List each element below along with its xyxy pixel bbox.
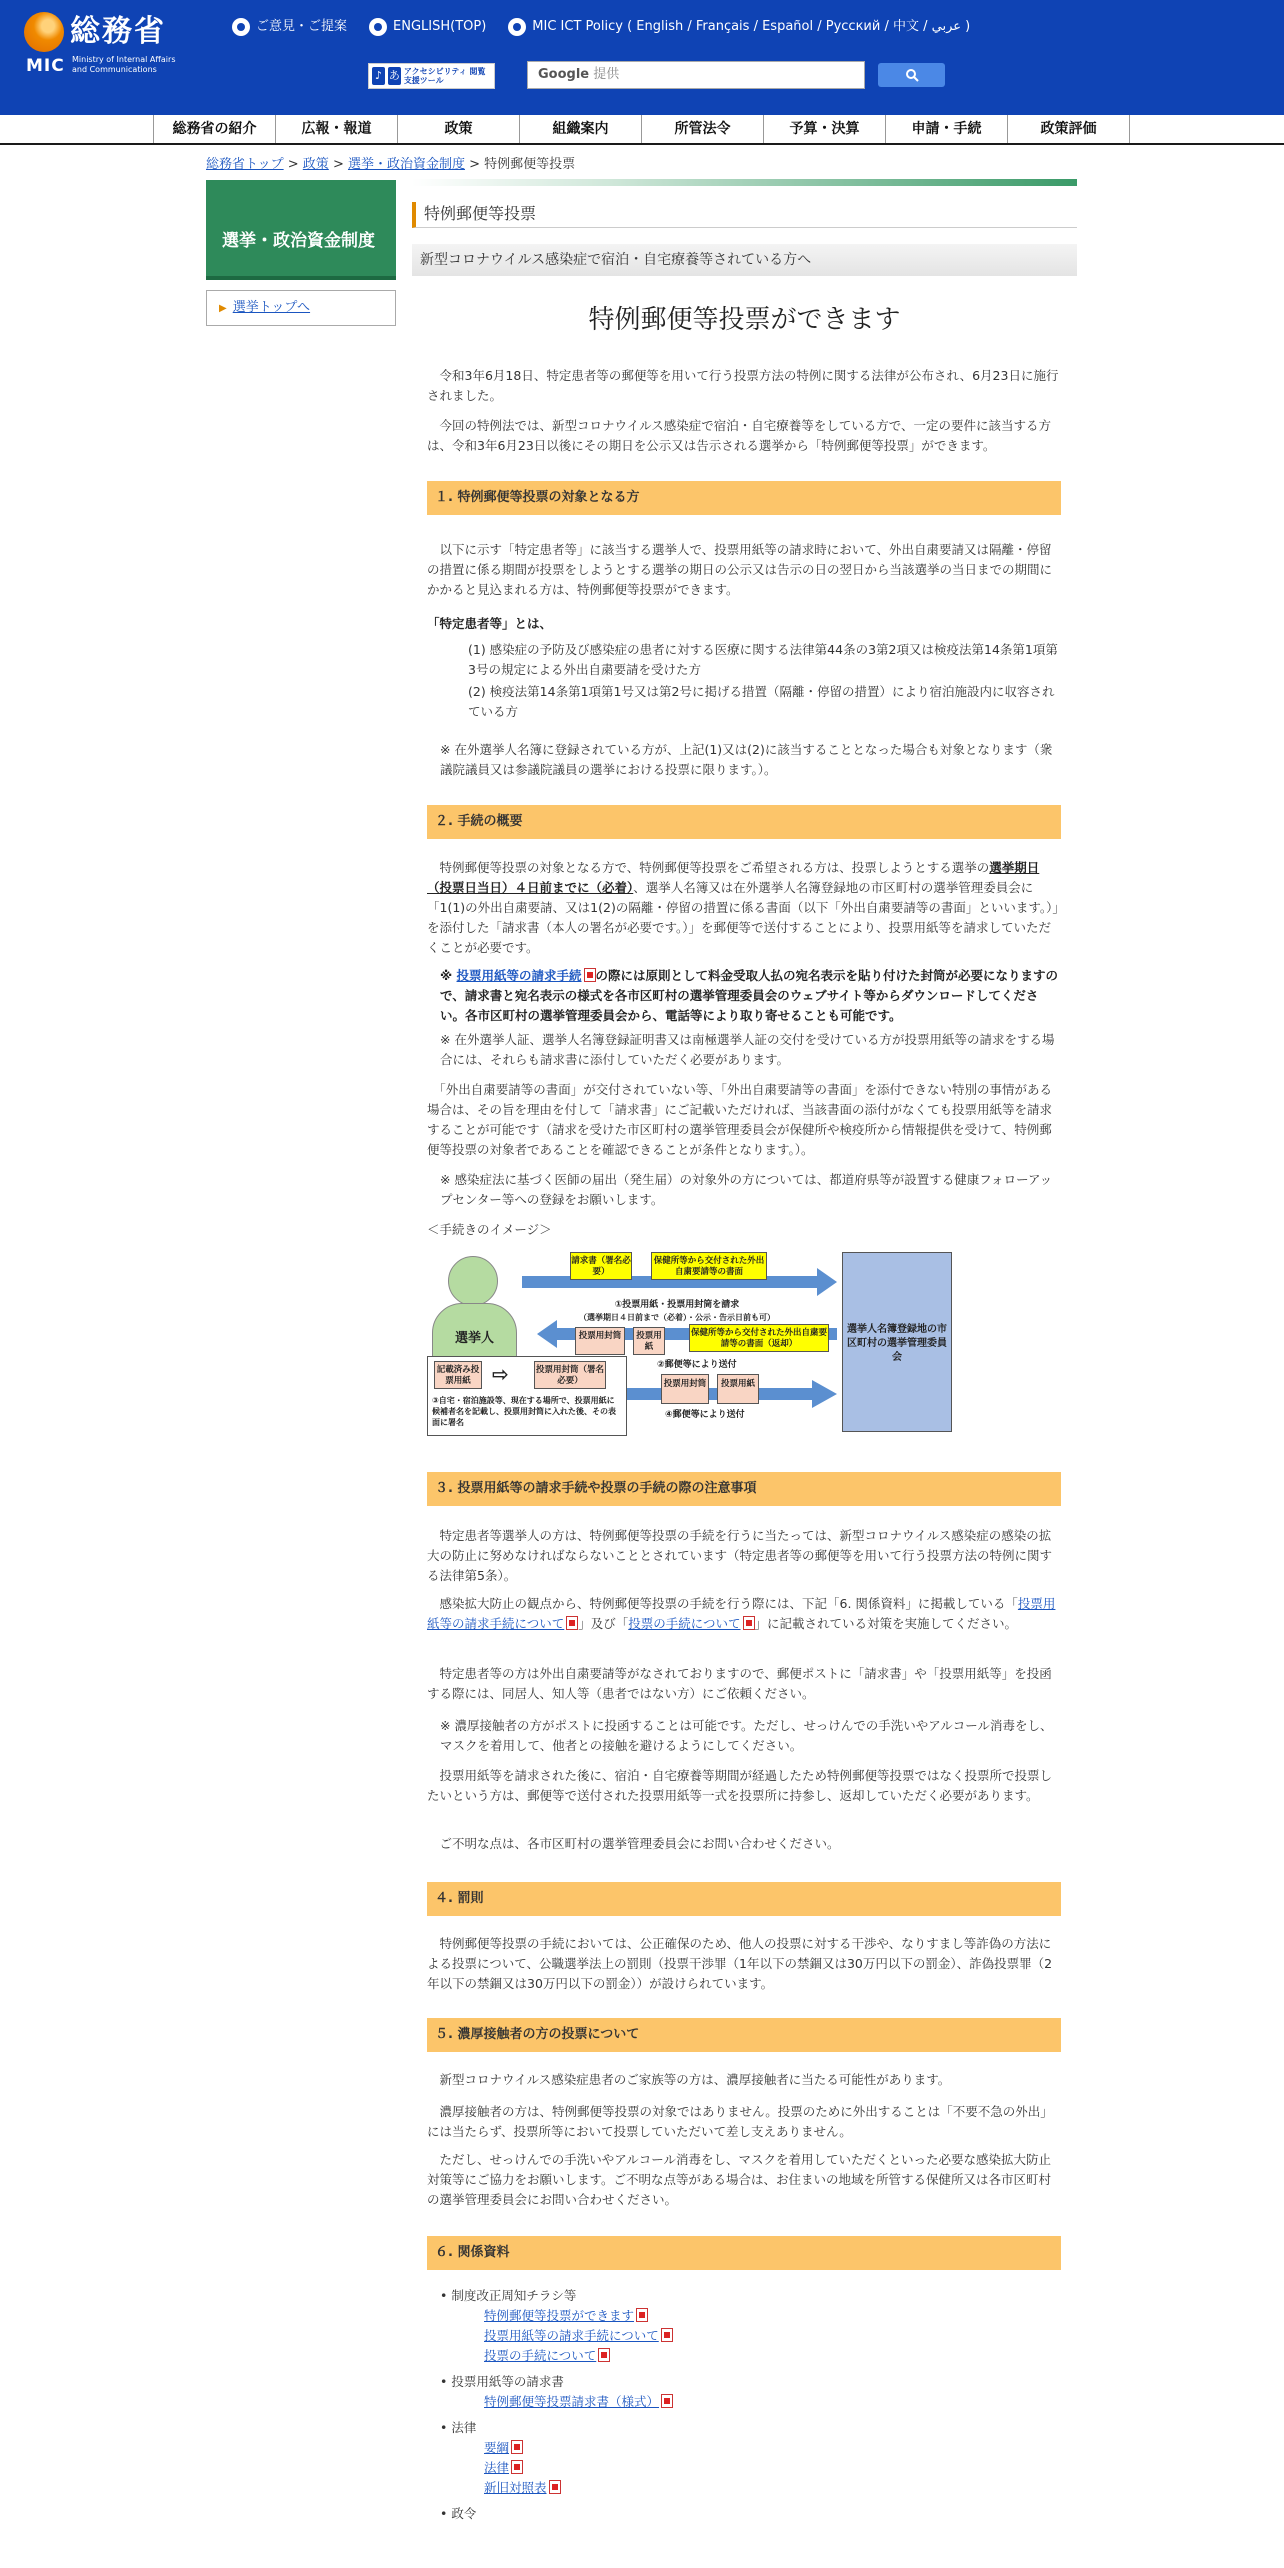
procedure-diagram bbox=[427, 1250, 967, 1440]
breadcrumb-link-policy[interactable]: 政策 bbox=[302, 157, 329, 172]
resource-link-row bbox=[440, 2458, 1074, 2478]
section-3-paragraph-5: ご不明な点は、各市区町村の選挙管理委員会にお問い合わせください。 bbox=[439, 1836, 840, 1851]
logo-emblem-icon bbox=[24, 12, 64, 52]
section-1-paragraph: 以下に示す「特定患者等」に該当する選挙人で、投票用紙等の請求時において、外出自粛要請又は隔離・停留の措置に係る期間が投票をしようとする選挙の期日の公示又は告示の日の翌日から当該選挙の当日までの期間にかかると見込まれる方は、特例郵便等投票ができます。 bbox=[427, 542, 1053, 597]
resource-link[interactable]: 投票用紙等の請求手続について bbox=[484, 2328, 659, 2343]
header-link-ict-policy[interactable]: MIC ICT Policy ( English / Français / Español / Русский / 中文 / عربي ) bbox=[508, 17, 970, 38]
section-2-note-3: ※ 感染症法に基づく医師の届出（発生届）の対象外の方については、都道府県等が設置する健康フォローアップセンター等への登録をお願いします。 bbox=[440, 1172, 1053, 1207]
resource-link-row bbox=[440, 2346, 1074, 2366]
box-envelope: 投票用封筒 bbox=[575, 1327, 625, 1355]
box-ballot-2: 投票用紙 bbox=[717, 1374, 759, 1404]
pdf-icon bbox=[661, 2328, 673, 2342]
arrow-right-outline-icon: ⇨ bbox=[492, 1362, 509, 1386]
gnav-item-applications[interactable]: 申請・手続 bbox=[886, 115, 1008, 143]
header-links bbox=[232, 17, 970, 38]
breadcrumb-link-top[interactable]: 総務省トップ bbox=[206, 157, 284, 172]
gnav-item-policy[interactable]: 政策 bbox=[398, 115, 520, 143]
bullet-circle-icon bbox=[369, 18, 387, 36]
section-4-heading: ４. 罰則 bbox=[427, 1882, 1061, 1916]
speaker-icon: ♪ bbox=[372, 67, 385, 85]
section-3-note: ※ 濃厚接触者の方がポストに投函することは可能です。ただし、せっけんでの手洗いやアルコール消毒をし、マスクを着用して、他者との接触を避けるようにしてください。 bbox=[440, 1718, 1053, 1753]
pdf-icon bbox=[566, 1616, 578, 1630]
request-procedure-link-2[interactable]: 投票用紙等の請求手続について bbox=[427, 1596, 1056, 1631]
section-3-paragraph-4: 投票用紙等を請求された後に、宿泊・自宅療養等期間が経過したため特例郵便等投票ではなく投票所で投票したいという方は、郵便等で送付された投票用紙等一式を投票所に持参し、返却していただく必要があります。 bbox=[427, 1768, 1053, 1803]
section-3-heading: ３. 投票用紙等の請求手続や投票の手続の際の注意事項 bbox=[427, 1472, 1061, 1506]
intro-paragraph-1: 令和3年6月18日、特定患者等の郵便等を用いて行う投票方法の特例に関する法律が公布され、6月23日に施行されました。 bbox=[427, 368, 1059, 403]
bullet-circle-icon bbox=[508, 18, 526, 36]
step-1-sub: （選挙期日４日前まで（必着）・公示・告示日前も可） bbox=[579, 1313, 775, 1322]
image-caption: ＜手続きのイメージ＞ bbox=[427, 1222, 552, 1237]
sidebar-link-election-top[interactable] bbox=[206, 290, 396, 326]
section-2-paragraph-1: 特例郵便等投票の対象となる方で、特例郵便等投票をご希望される方は、投票しようとする選挙の選挙期日（投票日当日）４日前までに（必着）、選挙人名簿又は在外選挙人名簿登録地の市区町村の選挙管理委員会に「1(1)の外出自粛要請、又は1(2)の隔離・停留の措置に係る書面（以下「外出自粛要請等の書面」といいます。）」を添付した「請求書（本人の署名が必要です。）」を郵便等で送付することにより、投票用紙等を請求していただくことが必要です。 bbox=[427, 860, 1059, 955]
resource-group-label: 法律 bbox=[451, 2420, 477, 2435]
gnav-item-organization[interactable]: 組織案内 bbox=[520, 115, 642, 143]
box-envelope-2: 投票用封筒 bbox=[661, 1374, 709, 1404]
resource-link-row bbox=[440, 2306, 1074, 2326]
section-1-item-2: (2) 検疫法第14条第1項第1号又は第2号に掲げる措置（隔離・停留の措置）により宿泊施設内に収容されている方 bbox=[468, 684, 1055, 719]
arrow-right-icon: ▶ bbox=[219, 303, 227, 314]
resource-group: • 投票用紙等の請求書 bbox=[440, 2374, 564, 2389]
resource-link-row bbox=[440, 2478, 1074, 2498]
sidebar-title: 選挙・政治資金制度 bbox=[206, 180, 396, 280]
resource-group-label: 制度改正周知チラシ等 bbox=[451, 2288, 577, 2303]
breadcrumb bbox=[206, 155, 575, 176]
box-request: 請求書（署名必要） bbox=[570, 1252, 632, 1280]
header-link-feedback[interactable]: ご意見・ご提案 bbox=[232, 17, 347, 38]
resource-link[interactable]: 特例郵便等投票請求書（様式） bbox=[484, 2394, 660, 2409]
pdf-icon bbox=[584, 968, 596, 982]
search-input[interactable] bbox=[527, 61, 865, 89]
pdf-icon bbox=[598, 2348, 610, 2362]
step-3-label: ③自宅・宿泊施設等、現在する場所で、投票用紙に候補者名を記載し、投票用封筒に入れた後、その表面に署名 bbox=[432, 1396, 616, 1427]
section-3-paragraph-2: 感染拡大防止の観点から、特例郵便等投票の手続を行う際には、下記「6. 関係資料」に掲載している「投票用紙等の請求手続について 」及び「投票の手続について 」に記載されている対策を実施してください。 bbox=[427, 1596, 1056, 1631]
search-button[interactable] bbox=[878, 63, 945, 87]
section-2-heading: ２. 手続の概要 bbox=[427, 805, 1061, 839]
resource-group-label: 政令 bbox=[451, 2506, 477, 2521]
section-5-paragraph-2: 濃厚接触者の方は、特例郵便等投票の対象ではありません。投票のために外出することは「不要不急の外出」には当たらず、投票所等において投票していただいて差し支えありません。 bbox=[427, 2104, 1053, 2139]
resource-link-row bbox=[440, 2438, 1074, 2458]
search-icon bbox=[905, 68, 919, 82]
resource-link[interactable]: 特例郵便等投票ができます bbox=[484, 2308, 635, 2323]
committee-box: 選挙人名簿登録地の市区町村の選挙管理委員会 bbox=[842, 1252, 952, 1432]
resource-group: • 法律 bbox=[440, 2420, 477, 2435]
accessibility-tool-button[interactable] bbox=[368, 63, 495, 89]
gnav-item-about[interactable]: 総務省の紹介 bbox=[154, 115, 276, 143]
box-filled-ballot: 記載済み投票用紙 bbox=[434, 1361, 482, 1389]
pdf-icon bbox=[549, 2480, 561, 2494]
breadcrumb-link-election[interactable]: 選挙・政治資金制度 bbox=[347, 157, 465, 172]
section-2-note-1: ※ 投票用紙等の請求手続 の際には原則として料金受取人払の宛名表示を貼り付けた封筒が必要になりますので、請求書と宛名表示の様式を各市区町村の選挙管理委員会のウェブサイト等からダウンロードしてください。各市区町村の選挙管理委員会から、電話等により取り寄せることも可能です。 bbox=[440, 968, 1059, 1023]
gnav-item-press[interactable]: 広報・報道 bbox=[276, 115, 398, 143]
intro-paragraph-2: 今回の特例法では、新型コロナウイルス感染症で宿泊・自宅療養等をしている方で、一定の要件に該当する方は、令和3年6月23日以後にその期日を公示又は告示される選挙から「特例郵便等投票」ができます。 bbox=[427, 418, 1052, 453]
box-health-doc: 保健所等から交付された外出自粛要請等の書面 bbox=[651, 1252, 767, 1280]
deadline-emphasis: 選挙期日（投票日当日）４日前までに（必着） bbox=[427, 860, 1040, 895]
breadcrumb-sep: > bbox=[465, 157, 485, 172]
section-6-heading: ６. 関係資料 bbox=[427, 2236, 1061, 2270]
breadcrumb-current: 特例郵便等投票 bbox=[484, 157, 576, 172]
search-placeholder: 提供 bbox=[593, 67, 620, 82]
pdf-icon bbox=[743, 1616, 755, 1630]
section-1-item-1: (1) 感染症の予防及び感染症の患者に対する医療に関する法律第44条の3第2項又は検疫法第14条第1項第3号の規定による外出自粛要請を受けた方 bbox=[468, 642, 1058, 677]
breadcrumb-sep: > bbox=[283, 157, 303, 172]
global-nav bbox=[0, 115, 1284, 145]
site-header bbox=[0, 0, 1284, 115]
gnav-item-evaluation[interactable]: 政策評価 bbox=[1008, 115, 1130, 143]
gnav-item-laws[interactable]: 所管法令 bbox=[642, 115, 764, 143]
voter-action-box bbox=[427, 1356, 627, 1436]
section-3-paragraph-1: 特定患者等選挙人の方は、特例郵便等投票の手続を行うに当たっては、新型コロナウイルス感染症の感染の拡大の防止に努めなければならないこととされています（特定患者等の郵便等を用いて行う投票方法の特例に関する法律第5条）。 bbox=[427, 1528, 1053, 1583]
logo-text-mic: MIC bbox=[26, 56, 65, 76]
logo-text-jp: 総務省 bbox=[70, 14, 166, 49]
header-accent-bar bbox=[412, 179, 1077, 186]
request-procedure-link[interactable]: 投票用紙等の請求手続 bbox=[456, 968, 582, 983]
section-2-note-2: ※ 在外選挙人証、選挙人名簿登録証明書又は南極選挙人証の交付を受けている方が投票用紙等の請求をする場合には、それらも請求書に添付していただく必要があります。 bbox=[440, 1032, 1055, 1067]
section-2-paragraph-2: 「外出自粛要請等の書面」が交付されていない等、「外出自粛要請等の書面」を添付できない特別の事情がある場合は、その旨を理由を付して「請求書」にご記載いただければ、当該書面の添付がなくても投票用紙等を請求することが可能です（請求を受けた市区町村の選挙管理委員会が保健所や検疫所から情報提供を受けて、特例郵便等投票の対象者であることを確認できることが条件となります。）。 bbox=[427, 1082, 1053, 1157]
section-1-heading: １. 特例郵便等投票の対象となる方 bbox=[427, 481, 1061, 515]
sidebar-link-label[interactable]: 選挙トップへ bbox=[232, 300, 311, 315]
bullet-circle-icon bbox=[232, 18, 250, 36]
section-4-paragraph: 特例郵便等投票の手続においては、公正確保のため、他人の投票に対する干渉や、なりすまし等詐偽の方法による投票について、公職選挙法上の罰則（投票干渉罪（1年以下の禁錮又は30万円以下の罰金）、詐偽投票罪（2年以下の禁錮又は30万円以下の罰金））が設けられています。 bbox=[427, 1936, 1053, 1991]
step-4-label: ④郵便等により送付 bbox=[665, 1410, 745, 1420]
resource-link[interactable]: 法律 bbox=[484, 2460, 510, 2475]
box-envelope-signed: 投票用封筒（署名必要） bbox=[534, 1361, 606, 1389]
pdf-icon bbox=[661, 2394, 673, 2408]
voter-head-icon bbox=[448, 1256, 498, 1306]
breadcrumb-sep: > bbox=[328, 157, 348, 172]
resource-link[interactable]: 新旧対照表 bbox=[484, 2480, 547, 2495]
resources-list bbox=[440, 2286, 1074, 2524]
section-5-paragraph-3: ただし、せっけんでの手洗いやアルコール消毒をし、マスクを着用していただくといった必要な感染拡大防止対策等にご協力をお願いします。ご不明な点等がある場合は、お住まいの地域を所管する保健所又は各市区町村の選挙管理委員会にお問い合わせください。 bbox=[427, 2152, 1052, 2207]
section-1-note: ※ 在外選挙人名簿に登録されている方が、上記(1)又は(2)に該当することとなった場合も対象となります（衆議院議員又は参議院議員の選挙における投票に限ります。）。 bbox=[440, 742, 1053, 777]
section-heading: 特例郵便等投票 bbox=[412, 202, 1077, 228]
sub-heading: 新型コロナウイルス感染症で宿泊・自宅療養等されている方へ bbox=[412, 244, 1077, 276]
step-1-label: ①投票用紙・投票用封筒を請求 bbox=[614, 1300, 740, 1310]
box-return-doc: 保健所等から交付された外出自粛要請等の書面（返却） bbox=[689, 1324, 829, 1352]
box-ballot: 投票用紙 bbox=[633, 1327, 665, 1355]
voting-procedure-link[interactable]: 投票の手続について bbox=[628, 1616, 741, 1631]
header-link-english[interactable]: ENGLISH(TOP) bbox=[369, 17, 486, 38]
resource-group: • 制度改正周知チラシ等 bbox=[440, 2288, 577, 2303]
gnav-item-budget[interactable]: 予算・決算 bbox=[764, 115, 886, 143]
logo-text-en: Ministry of Internal Affairs and Communications bbox=[72, 55, 176, 74]
mic-logo[interactable] bbox=[24, 12, 214, 82]
resource-link-row bbox=[440, 2326, 1074, 2346]
resource-group: • 政令 bbox=[440, 2506, 477, 2521]
section-3-paragraph-3: 特定患者等の方は外出自粛要請等がなされておりますので、郵便ポストに「請求書」や「投票用紙等」を投函する際には、同居人、知人等（患者ではない方）にご依頼ください。 bbox=[427, 1666, 1052, 1701]
resource-link[interactable]: 投票の手続について bbox=[484, 2348, 597, 2363]
step-2-label: ②郵便等により送付 bbox=[657, 1360, 737, 1370]
section-5-paragraph-1: 新型コロナウイルス感染症患者のご家族等の方は、濃厚接触者に当たる可能性があります。 bbox=[439, 2072, 951, 2087]
pdf-icon bbox=[636, 2308, 648, 2322]
resource-group-label: 投票用紙等の請求書 bbox=[451, 2374, 564, 2389]
resource-link-row bbox=[440, 2392, 1074, 2412]
page-title: 特例郵便等投票ができます bbox=[588, 305, 901, 335]
text-size-icon: あ bbox=[388, 67, 401, 85]
voter-label: 選挙人 bbox=[432, 1303, 517, 1363]
pdf-icon bbox=[511, 2460, 523, 2474]
accessibility-tool-label: アクセシビリティ 閲覧支援ツール bbox=[403, 67, 486, 85]
resource-link[interactable]: 要綱 bbox=[484, 2440, 510, 2455]
pdf-icon bbox=[511, 2440, 523, 2454]
search-brand: Google bbox=[538, 67, 590, 82]
section-1-definition: 「特定患者等」とは、 bbox=[427, 616, 553, 631]
section-5-heading: ５. 濃厚接触者の方の投票について bbox=[427, 2018, 1061, 2052]
